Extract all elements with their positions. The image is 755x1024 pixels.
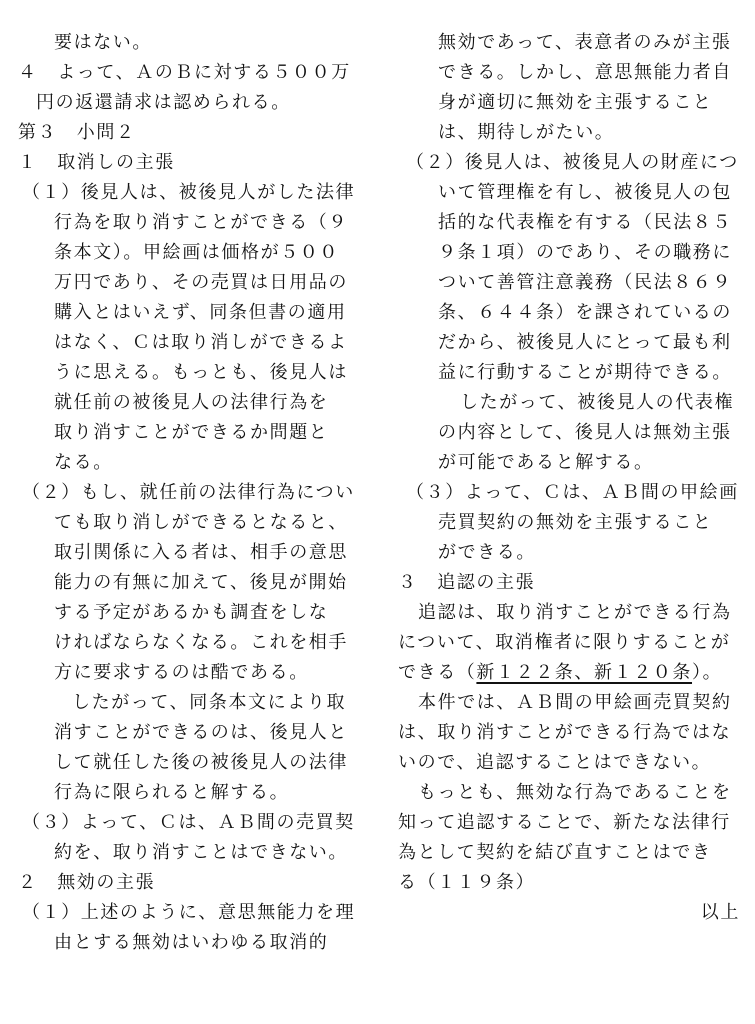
text-line: の内容として、後見人は無効主張: [438, 422, 732, 443]
section-heading: 第３ 小問２: [18, 122, 136, 143]
text-line: 就任前の被後見人の法律行為を: [54, 392, 329, 413]
text-line: 括的な代表権を有する（民法８５: [438, 212, 732, 233]
text-line: ９条１項）のであり、その職務に: [438, 242, 732, 263]
text-line: ４ よって、ＡのＢに対する５００万: [18, 62, 351, 83]
text-line: ついて善管注意義務（民法８６９: [438, 272, 732, 293]
text-line: いて管理権を有し、被後見人の包: [438, 182, 732, 203]
text-line: 約を、取り消すことはできない。: [54, 842, 348, 863]
text-line: 条本文）。甲絵画は価格が５００: [54, 242, 339, 263]
text-line: 本件では、ＡＢ間の甲絵画売買契約: [418, 692, 732, 713]
text-line: 取り消すことができるか問題と: [54, 422, 329, 443]
text-line: 行為に限られると解する。: [54, 782, 290, 803]
text-line: 購入とはいえず、同条但書の適用: [54, 302, 347, 323]
text-line: したがって、被後見人の代表権: [460, 392, 735, 413]
text-line: ができる。: [438, 542, 536, 563]
text-line: 無効であって、表意者のみが主張: [438, 32, 732, 53]
text-line: 追認は、取り消すことができる行為: [418, 602, 732, 623]
text-line: 知って追認することで、新たな法律行: [398, 812, 731, 833]
text-line: 能力の有無に加えて、後見が開始: [54, 572, 348, 593]
text-line: 消すことができるのは、後見人と: [54, 722, 348, 743]
text-line: できる。しかし、意思無能力者自: [438, 62, 732, 83]
text-line: 売買契約の無効を主張すること: [438, 512, 713, 533]
text-line: 身が適切に無効を主張すること: [438, 92, 713, 113]
text-line: 取引関係に入る者は、相手の意思: [54, 542, 348, 563]
text-line: もっとも、無効な行為であることを: [418, 782, 732, 803]
text-line: うに思える。もっとも、後見人は: [54, 362, 348, 383]
text-line: したがって、同条本文により取: [72, 692, 347, 713]
text-line: して就任した後の被後見人の法律: [54, 752, 348, 773]
text-line: なる。: [54, 452, 113, 473]
text-line: 万円であり、その売買は日用品の: [54, 272, 348, 293]
text-line: 由とする無効はいわゆる取消的: [54, 932, 329, 953]
text-line: 要はない。: [54, 32, 152, 53]
text-line: はなく、Ｃは取り消しができるよ: [54, 332, 348, 353]
text-line: （３）よって、Ｃは、ＡＢ間の甲絵画: [406, 482, 739, 503]
text-line: いので、追認することはできない。: [398, 752, 712, 773]
text-line: について、取消権者に限りすることが: [398, 632, 731, 653]
text-line: 為として契約を結び直すことはでき: [398, 842, 712, 863]
closing-mark: 以上: [700, 902, 740, 923]
text-line: る（１１９条）: [398, 872, 536, 893]
text-line: （１）後見人は、被後見人がした法律: [22, 182, 356, 203]
text-line: [398, 658, 722, 688]
text-line: （１）上述のように、意思無能力を理: [22, 902, 356, 923]
text-line: する予定があるかも調査をしな: [54, 602, 329, 623]
text-line: （３）よって、Ｃは、ＡＢ間の売買契: [22, 812, 355, 833]
subsection-heading: ２ 無効の主張: [18, 872, 156, 893]
text-segment: ）。: [692, 662, 723, 683]
text-line: ても取り消しができるとなると、: [54, 512, 348, 533]
text-line: 行為を取り消すことができる（９: [54, 212, 348, 233]
text-line: （２）後見人は、被後見人の財産につ: [406, 152, 739, 173]
text-line: 円の返還請求は認められる。: [36, 92, 291, 113]
text-line: は、取り消すことができる行為ではな: [398, 722, 732, 743]
subsection-heading: ３ 追認の主張: [398, 572, 536, 593]
subsection-heading: １ 取消しの主張: [18, 152, 175, 173]
text-line: 条、６４４条）を課されているの: [438, 302, 732, 323]
text-line: 益に行動することが期待できる。: [438, 362, 732, 383]
text-line: 方に要求するのは酷である。: [54, 662, 309, 683]
text-line: ければならなくなる。これを相手: [54, 632, 348, 653]
text-segment: できる（: [398, 662, 477, 683]
text-line: だから、被後見人にとって最も利: [438, 332, 732, 353]
text-line: が可能であると解する。: [438, 452, 654, 473]
text-line: は、期待しがたい。: [438, 122, 615, 143]
underlined-citation: 新１２２条、新１２０条: [476, 662, 693, 683]
text-line: （２）もし、就任前の法律行為につい: [22, 482, 355, 503]
